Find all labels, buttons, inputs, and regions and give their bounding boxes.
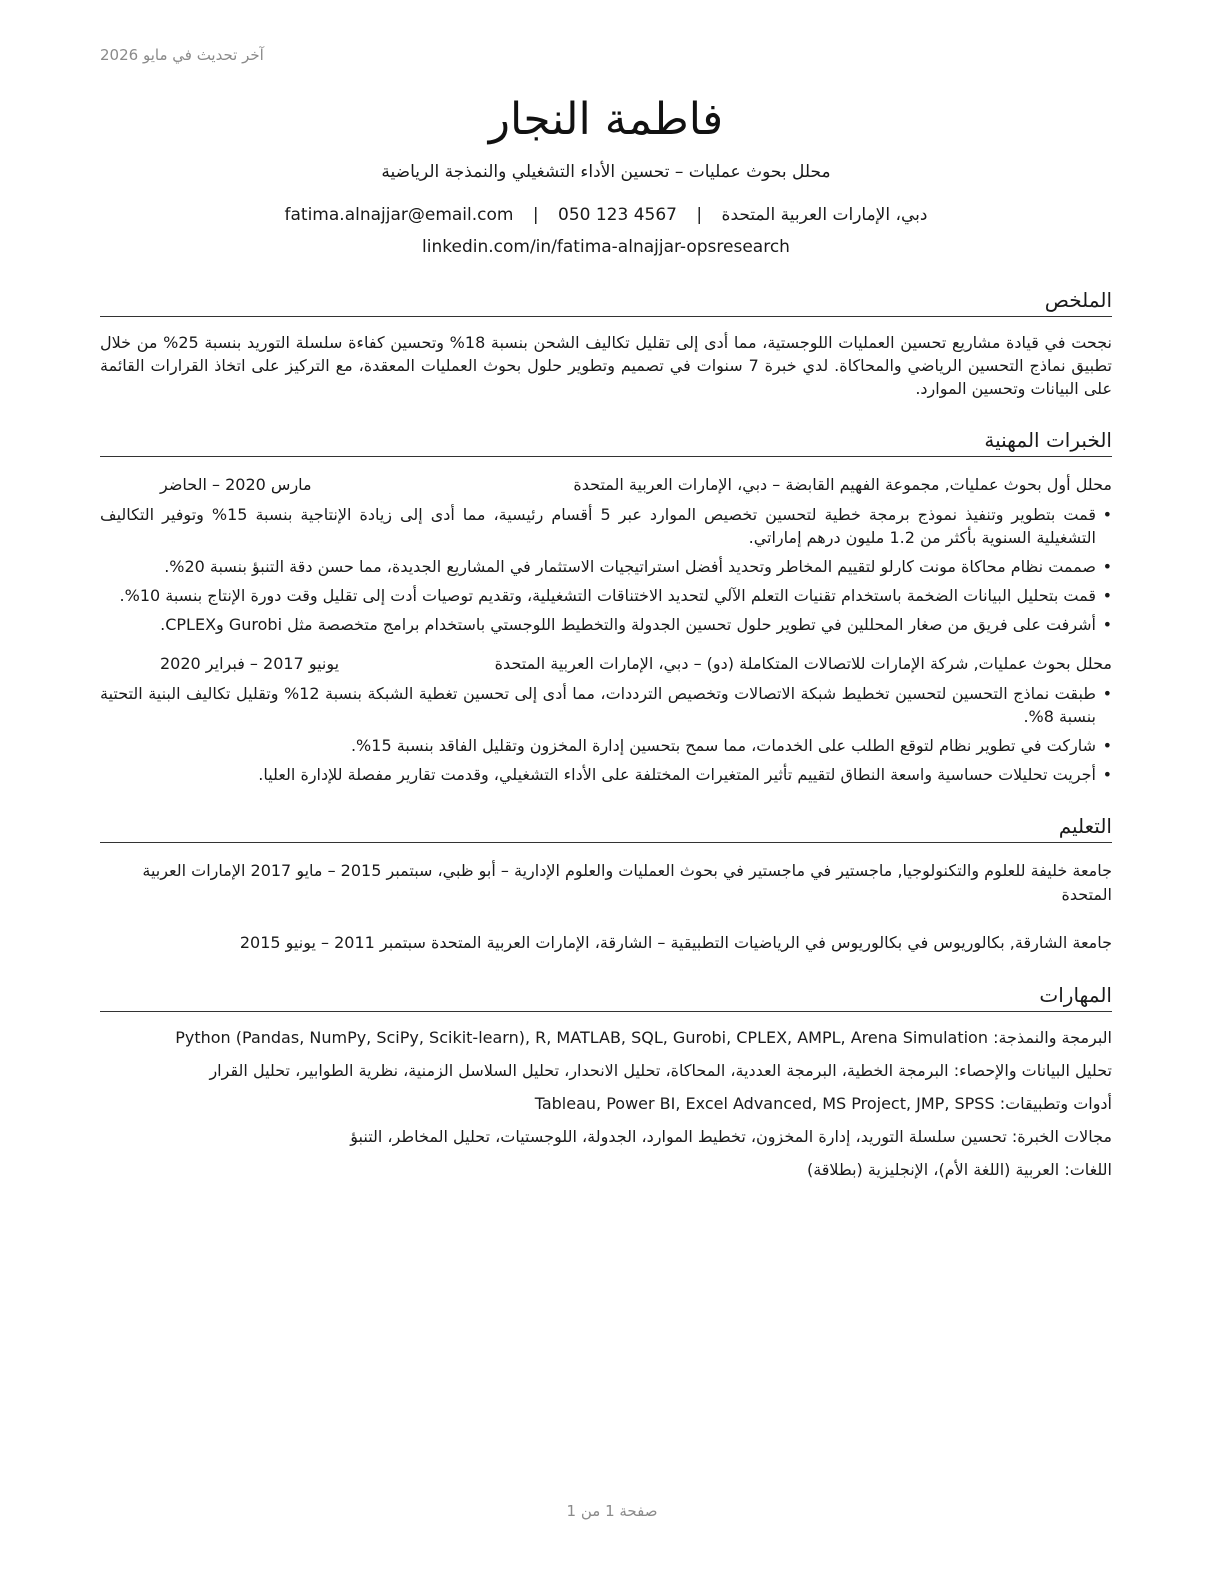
page-number: صفحة 1 من 1 xyxy=(566,1502,658,1520)
candidate-name: فاطمة النجار xyxy=(488,94,724,145)
skill-row xyxy=(100,1092,1112,1115)
contact-email[interactable]: fatima.alnajjar@email.com xyxy=(284,205,514,225)
job-header xyxy=(100,473,1112,497)
contact-line xyxy=(100,202,1112,228)
job-entry xyxy=(100,473,1112,636)
skill-label: أدوات وتطبيقات: xyxy=(999,1094,1112,1113)
skill-value: Python (Pandas, NumPy, SciPy, Scikit-learn), R, MATLAB, SQL, Gurobi, CPLEX, AMPL, Arena Simulation xyxy=(175,1028,988,1047)
skill-label: مجالات الخبرة: xyxy=(1011,1127,1112,1146)
section-heading-experience: الخبرات المهنية xyxy=(100,426,1112,457)
contact-phone: 050 123 4567 xyxy=(558,205,677,225)
skill-row xyxy=(100,1059,1112,1082)
contact-location: دبي، الإمارات العربية المتحدة xyxy=(721,205,928,225)
job-bullets xyxy=(100,682,1112,786)
section-heading-skills: المهارات xyxy=(100,981,1112,1012)
list-item: • طبقت نماذج التحسين لتحسين تخطيط شبكة الاتصالات وتخصيص الترددات، مما أدى إلى تحسين تغطية الشبكة بنسبة 12% وتقليل تكاليف البنية التحتية بنسبة 8%. xyxy=(100,684,1112,726)
list-item: • قمت بتحليل البيانات الضخمة باستخدام تقنيات التعلم الآلي لتحديد الاختناقات التشغيلية، وتقديم توصيات أدت إلى تقليل وقت دورة الإنتاج بنسبة 10%. xyxy=(119,586,1112,605)
list-item: • شاركت في تطوير نظام لتوقع الطلب على الخدمات، مما سمح بتحسين إدارة المخزون وتقليل الفاقد بنسبة 15%. xyxy=(350,736,1112,755)
skill-label: البرمجة والنمذجة: xyxy=(993,1028,1112,1047)
education-item: جامعة خليفة للعلوم والتكنولوجيا, ماجستير في ماجستير في بحوث العمليات والعلوم الإدارية – أبو ظبي، سبتمبر 2015 – مايو 2017 الإمارات العربية المتحدة xyxy=(142,861,1112,904)
contact-separator: | xyxy=(532,205,539,225)
job-role-company: محلل بحوث عمليات, شركة الإمارات للاتصالات المتكاملة (دو) – دبي، الإمارات العربية المتحدة xyxy=(494,654,1112,673)
job-bullets xyxy=(100,503,1112,636)
list-item: • أشرفت على فريق من صغار المحللين في تطوير حلول تحسين الجدولة والتخطيط اللوجستي باستخدام برامج متخصصة مثل Gurobi وCPLEX. xyxy=(160,615,1112,634)
summary-text: نجحت في قيادة مشاريع تحسين العمليات اللوجستية، مما أدى إلى تقليل تكاليف الشحن بنسبة 18% وتحسين كفاءة سلسلة التوريد بنسبة 25% من خلال تطبيق نماذج التحسين الرياضي والمحاكاة. لدي خبرة 7 سنوات في تصميم وتطوير حلول بحوث العمليات المعقدة، مع التركيز على اتخاذ القرارات القائمة على البيانات وتحسين الموارد. xyxy=(100,333,1113,398)
skill-row xyxy=(100,1158,1112,1181)
job-role-company: محلل أول بحوث عمليات, مجموعة الفهيم القابضة – دبي، الإمارات العربية المتحدة xyxy=(573,475,1112,494)
job-header xyxy=(100,652,1112,676)
skill-row xyxy=(100,1026,1112,1049)
skill-value: العربية (اللغة الأم)، الإنجليزية (بطلاقة) xyxy=(806,1160,1060,1179)
contact-linkedin[interactable]: linkedin.com/in/fatima-alnajjar-opsresearch xyxy=(422,237,790,257)
skill-label: تحليل البيانات والإحصاء: xyxy=(953,1061,1112,1080)
job-entry xyxy=(100,652,1112,786)
contact-separator: | xyxy=(696,205,703,225)
skill-row xyxy=(100,1125,1112,1148)
resume-page xyxy=(100,0,1112,1181)
list-item: • صممت نظام محاكاة مونت كارلو لتقييم المخاطر وتحديد أفضل استراتيجيات الاستثمار في المشاريع الجديدة، مما حسن دقة التنبؤ بنسبة 20%. xyxy=(164,557,1112,576)
skill-value: تحسين سلسلة التوريد، إدارة المخزون، تخطيط الموارد، الجدولة، اللوجستيات، تحليل المخاطر، التنبؤ xyxy=(350,1127,1007,1146)
last-updated-note: آخر تحديث في مايو 2026 xyxy=(100,46,264,64)
skill-value: Tableau, Power BI, Excel Advanced, MS Project, JMP, SPSS xyxy=(534,1094,995,1113)
job-dates: يونيو 2017 – فبراير 2020 xyxy=(160,654,340,673)
job-dates: مارس 2020 – الحاضر xyxy=(160,475,312,494)
education-item: جامعة الشارقة, بكالوريوس في بكالوريوس في الرياضيات التطبيقية – الشارقة، الإمارات العربية المتحدة سبتمبر 2011 – يونيو 2015 xyxy=(239,933,1112,952)
list-item: • أجريت تحليلات حساسية واسعة النطاق لتقييم تأثير المتغيرات المختلفة على الأداء التشغيلي، وقدمت تقارير مفصلة للإدارة العليا. xyxy=(258,765,1112,784)
list-item: • قمت بتطوير وتنفيذ نموذج برمجة خطية لتحسين تخصيص الموارد عبر 5 أقسام رئيسية، مما أدى إلى زيادة الإنتاجية بنسبة 15% وتوفير التكاليف التشغيلية السنوية بأكثر من 1.2 مليون درهم إماراتي. xyxy=(100,505,1112,547)
section-heading-summary: الملخص xyxy=(100,286,1112,317)
skill-value: البرمجة الخطية، البرمجة العددية، المحاكاة، تحليل الانحدار، تحليل السلاسل الزمنية، نظرية الطوابير، تحليل القرار xyxy=(209,1061,949,1080)
candidate-title: محلل بحوث عمليات – تحسين الأداء التشغيلي والنمذجة الرياضية xyxy=(381,162,831,182)
section-heading-education: التعليم xyxy=(100,812,1112,843)
skill-label: اللغات: xyxy=(1064,1160,1112,1179)
